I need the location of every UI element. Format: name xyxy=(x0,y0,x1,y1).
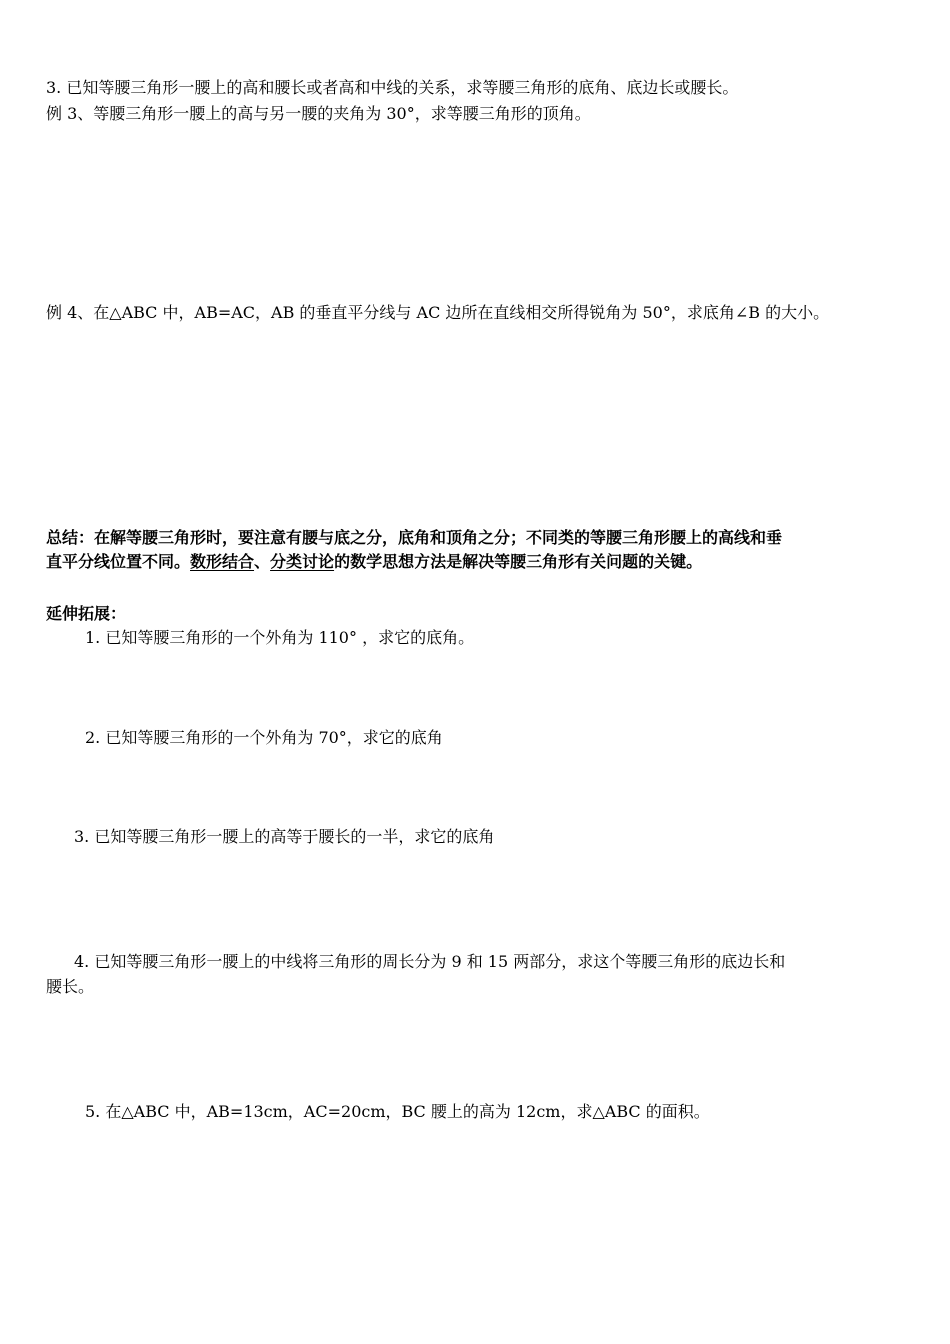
summary-keyword-shuxingjiehe: 数形结合 xyxy=(190,552,255,571)
summary-line2-end: 的数学思想方法是解决等腰三角形有关问题的关键。 xyxy=(334,552,703,571)
summary-line1: 总结：在解等腰三角形时，要注意有腰与底之分，底角和顶角之分；不同类的等腰三角形腰上的高线和垂 xyxy=(46,528,783,547)
extension-question-4-line1: 4. 已知等腰三角形一腰上的中线将三角形的周长分为 9 和 15 两部分，求这个等腰三角形的底边长和 xyxy=(74,952,786,971)
extension-question-3: 3. 已知等腰三角形一腰上的高等于腰长的一半，求它的底角 xyxy=(74,827,495,846)
summary-line2-start: 直平分线位置不同。 xyxy=(46,552,191,571)
extension-question-2: 2. 已知等腰三角形的一个外角为 70°，求它的底角 xyxy=(85,728,443,747)
example4-text: 例 4、在△ABC 中，AB=AC，AB 的垂直平分线与 AC 边所在直线相交所得锐角为 50°，求底角∠B 的大小。 xyxy=(46,303,830,322)
extension-title: 延伸拓展： xyxy=(46,604,127,623)
extension-question-5: 5. 在△ABC 中，AB=13cm，AC=20cm，BC 腰上的高为 12cm，求△ABC 的面积。 xyxy=(85,1102,710,1121)
summary-separator: 、 xyxy=(254,552,271,571)
example3-text: 例 3、等腰三角形一腰上的高与另一腰的夹角为 30°，求等腰三角形的顶角。 xyxy=(46,104,591,123)
section3-heading: 3. 已知等腰三角形一腰上的高和腰长或者高和中线的关系，求等腰三角形的底角、底边长或腰长。 xyxy=(46,78,739,97)
summary-keyword-fenleitaolun: 分类讨论 xyxy=(270,552,335,571)
summary-line2 xyxy=(46,551,702,573)
extension-question-4-line2: 腰长。 xyxy=(46,977,95,996)
extension-question-1: 1. 已知等腰三角形的一个外角为 110° ，求它的底角。 xyxy=(85,628,475,647)
